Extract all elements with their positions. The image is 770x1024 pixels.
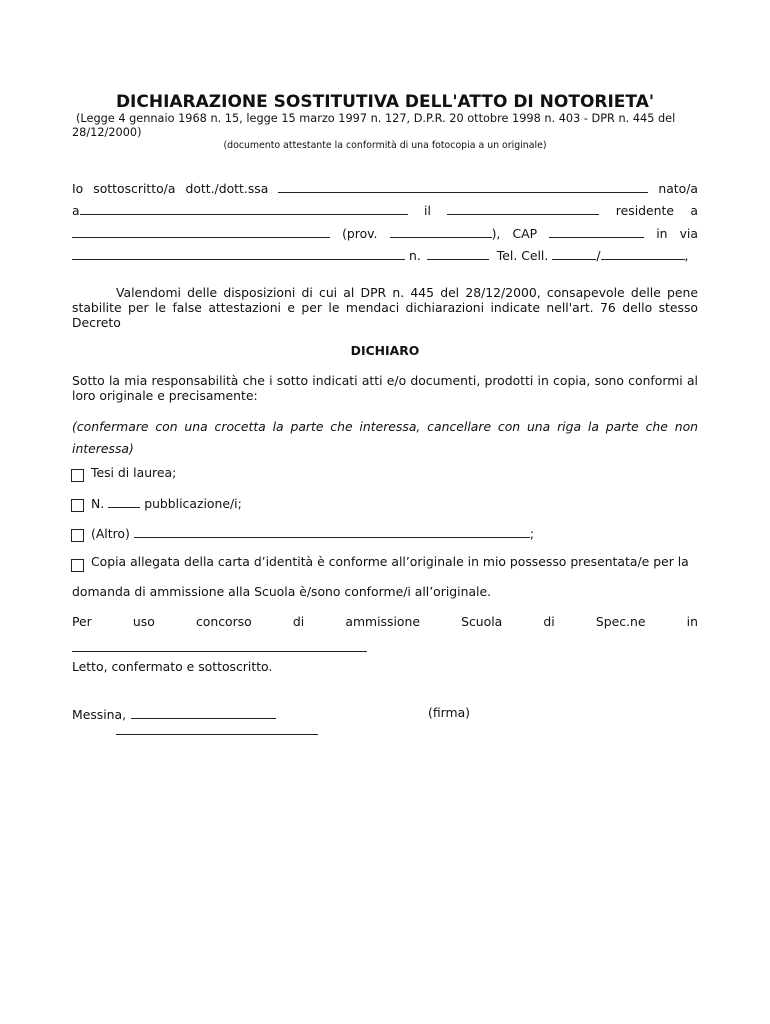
declarant-sottoscritto: sottoscritto/a — [93, 181, 176, 196]
province-field[interactable] — [390, 224, 492, 238]
intro-paragraph: Valendomi delle disposizioni di cui al DPR n. 445 del 28/12/2000, consapevole delle pene stabilite per le false attestazioni e per le mendaci dichiarazioni indicate nell'art. 76 dello stesso Decreto — [72, 285, 698, 330]
declarant-a-2: a — [690, 203, 698, 218]
declarant-line-4 — [72, 246, 698, 263]
purpose-word-2: uso — [132, 614, 155, 629]
declarant-in: in — [656, 226, 668, 241]
declarant-comma: , — [684, 248, 689, 263]
declarant-n: n. — [409, 248, 421, 263]
publications-prefix: N. — [91, 496, 105, 511]
purpose-word-9: in — [686, 614, 698, 629]
instruction-line-1: (confermare con una crocetta la parte che interessa, cancellare con una riga la parte che non — [72, 419, 698, 434]
declarant-title: dott./dott.ssa — [185, 181, 269, 196]
street-number-field[interactable] — [427, 246, 489, 260]
declarant-via: via — [679, 226, 698, 241]
declarant-line-3 — [72, 224, 698, 241]
document-title: DICHIARAZIONE SOSTITUTIVA DELL'ATTO DI NOTORIETA' — [115, 92, 655, 112]
id-copy-line-1: Copia allegata della carta d’identità è conforme all’originale in mio possesso presentata/e per la — [91, 554, 689, 569]
dichiaro-heading: DICHIARO — [350, 343, 420, 358]
other-checkbox[interactable] — [71, 529, 84, 542]
declarant-residente: residente — [615, 203, 674, 218]
id-copy-line-2: domanda di ammissione alla Scuola è/sono conforme/i all’originale. — [72, 584, 492, 599]
other-row — [91, 524, 534, 541]
law-reference-line-1: (Legge 4 gennaio 1968 n. 15, legge 15 marzo 1997 n. 127, D.P.R. 20 ottobre 1998 n. 403 - DPR n. 445 del — [76, 112, 676, 125]
specialization-field[interactable] — [72, 651, 367, 652]
publications-label: pubblicazione/i; — [144, 496, 242, 511]
publications-count-field[interactable] — [108, 494, 140, 508]
birthplace-field[interactable] — [80, 201, 408, 215]
purpose-word-4: di — [292, 614, 305, 629]
declarant-io: Io — [72, 181, 84, 196]
phone-prefix-field[interactable] — [552, 246, 596, 260]
declarant-prov: (prov. — [342, 226, 378, 241]
publications-checkbox[interactable] — [71, 499, 84, 512]
document-subtitle: (documento attestante la conformità di una fotocopia a un originale) — [223, 140, 547, 151]
declarant-nato: nato/a — [658, 181, 698, 196]
declarant-cap: CAP — [512, 226, 538, 241]
place-label: Messina, — [72, 707, 127, 722]
residence-city-field[interactable] — [72, 224, 330, 238]
declarant-a: a — [72, 203, 80, 218]
law-reference-line-2: 28/12/2000) — [72, 126, 142, 139]
purpose-word-7: di — [543, 614, 555, 629]
declarant-tel-slash: / — [596, 248, 601, 263]
other-semicolon: ; — [529, 526, 535, 541]
instruction-line-2: interessa) — [72, 441, 134, 456]
birthdate-field[interactable] — [447, 201, 599, 215]
purpose-word-5: ammissione — [345, 614, 420, 629]
responsibility-paragraph: Sotto la mia responsabilità che i sotto indicati atti e/o documenti, prodotti in copia, sono conformi al loro originale e precisamente: — [72, 373, 698, 403]
purpose-line — [72, 614, 698, 629]
declarant-il: il — [424, 203, 431, 218]
purpose-word-3: concorso — [195, 614, 252, 629]
id-copy-checkbox[interactable] — [71, 559, 84, 572]
phone-number-field[interactable] — [601, 246, 685, 260]
name-field[interactable] — [278, 179, 648, 193]
publications-row — [91, 494, 242, 511]
declarant-prov-close: ), — [491, 226, 501, 241]
declarant-line-1 — [72, 179, 698, 196]
other-field[interactable] — [134, 524, 530, 538]
purpose-word-8: Spec.ne — [595, 614, 646, 629]
declarant-line-2 — [72, 201, 698, 218]
purpose-word-1: Per — [72, 614, 92, 629]
signature-label: (firma) — [428, 705, 471, 720]
signature-line[interactable] — [116, 734, 318, 735]
thesis-label: Tesi di laurea; — [91, 465, 177, 480]
other-label: (Altro) — [91, 526, 130, 541]
purpose-word-6: Scuola — [461, 614, 503, 629]
place-date-row — [72, 705, 276, 722]
declarant-tel: Tel. Cell. — [496, 248, 549, 263]
cap-field[interactable] — [549, 224, 644, 238]
date-field[interactable] — [131, 705, 276, 719]
street-field[interactable] — [72, 246, 405, 260]
confirmation-text: Letto, confermato e sottoscritto. — [72, 659, 273, 674]
thesis-checkbox[interactable] — [71, 469, 84, 482]
